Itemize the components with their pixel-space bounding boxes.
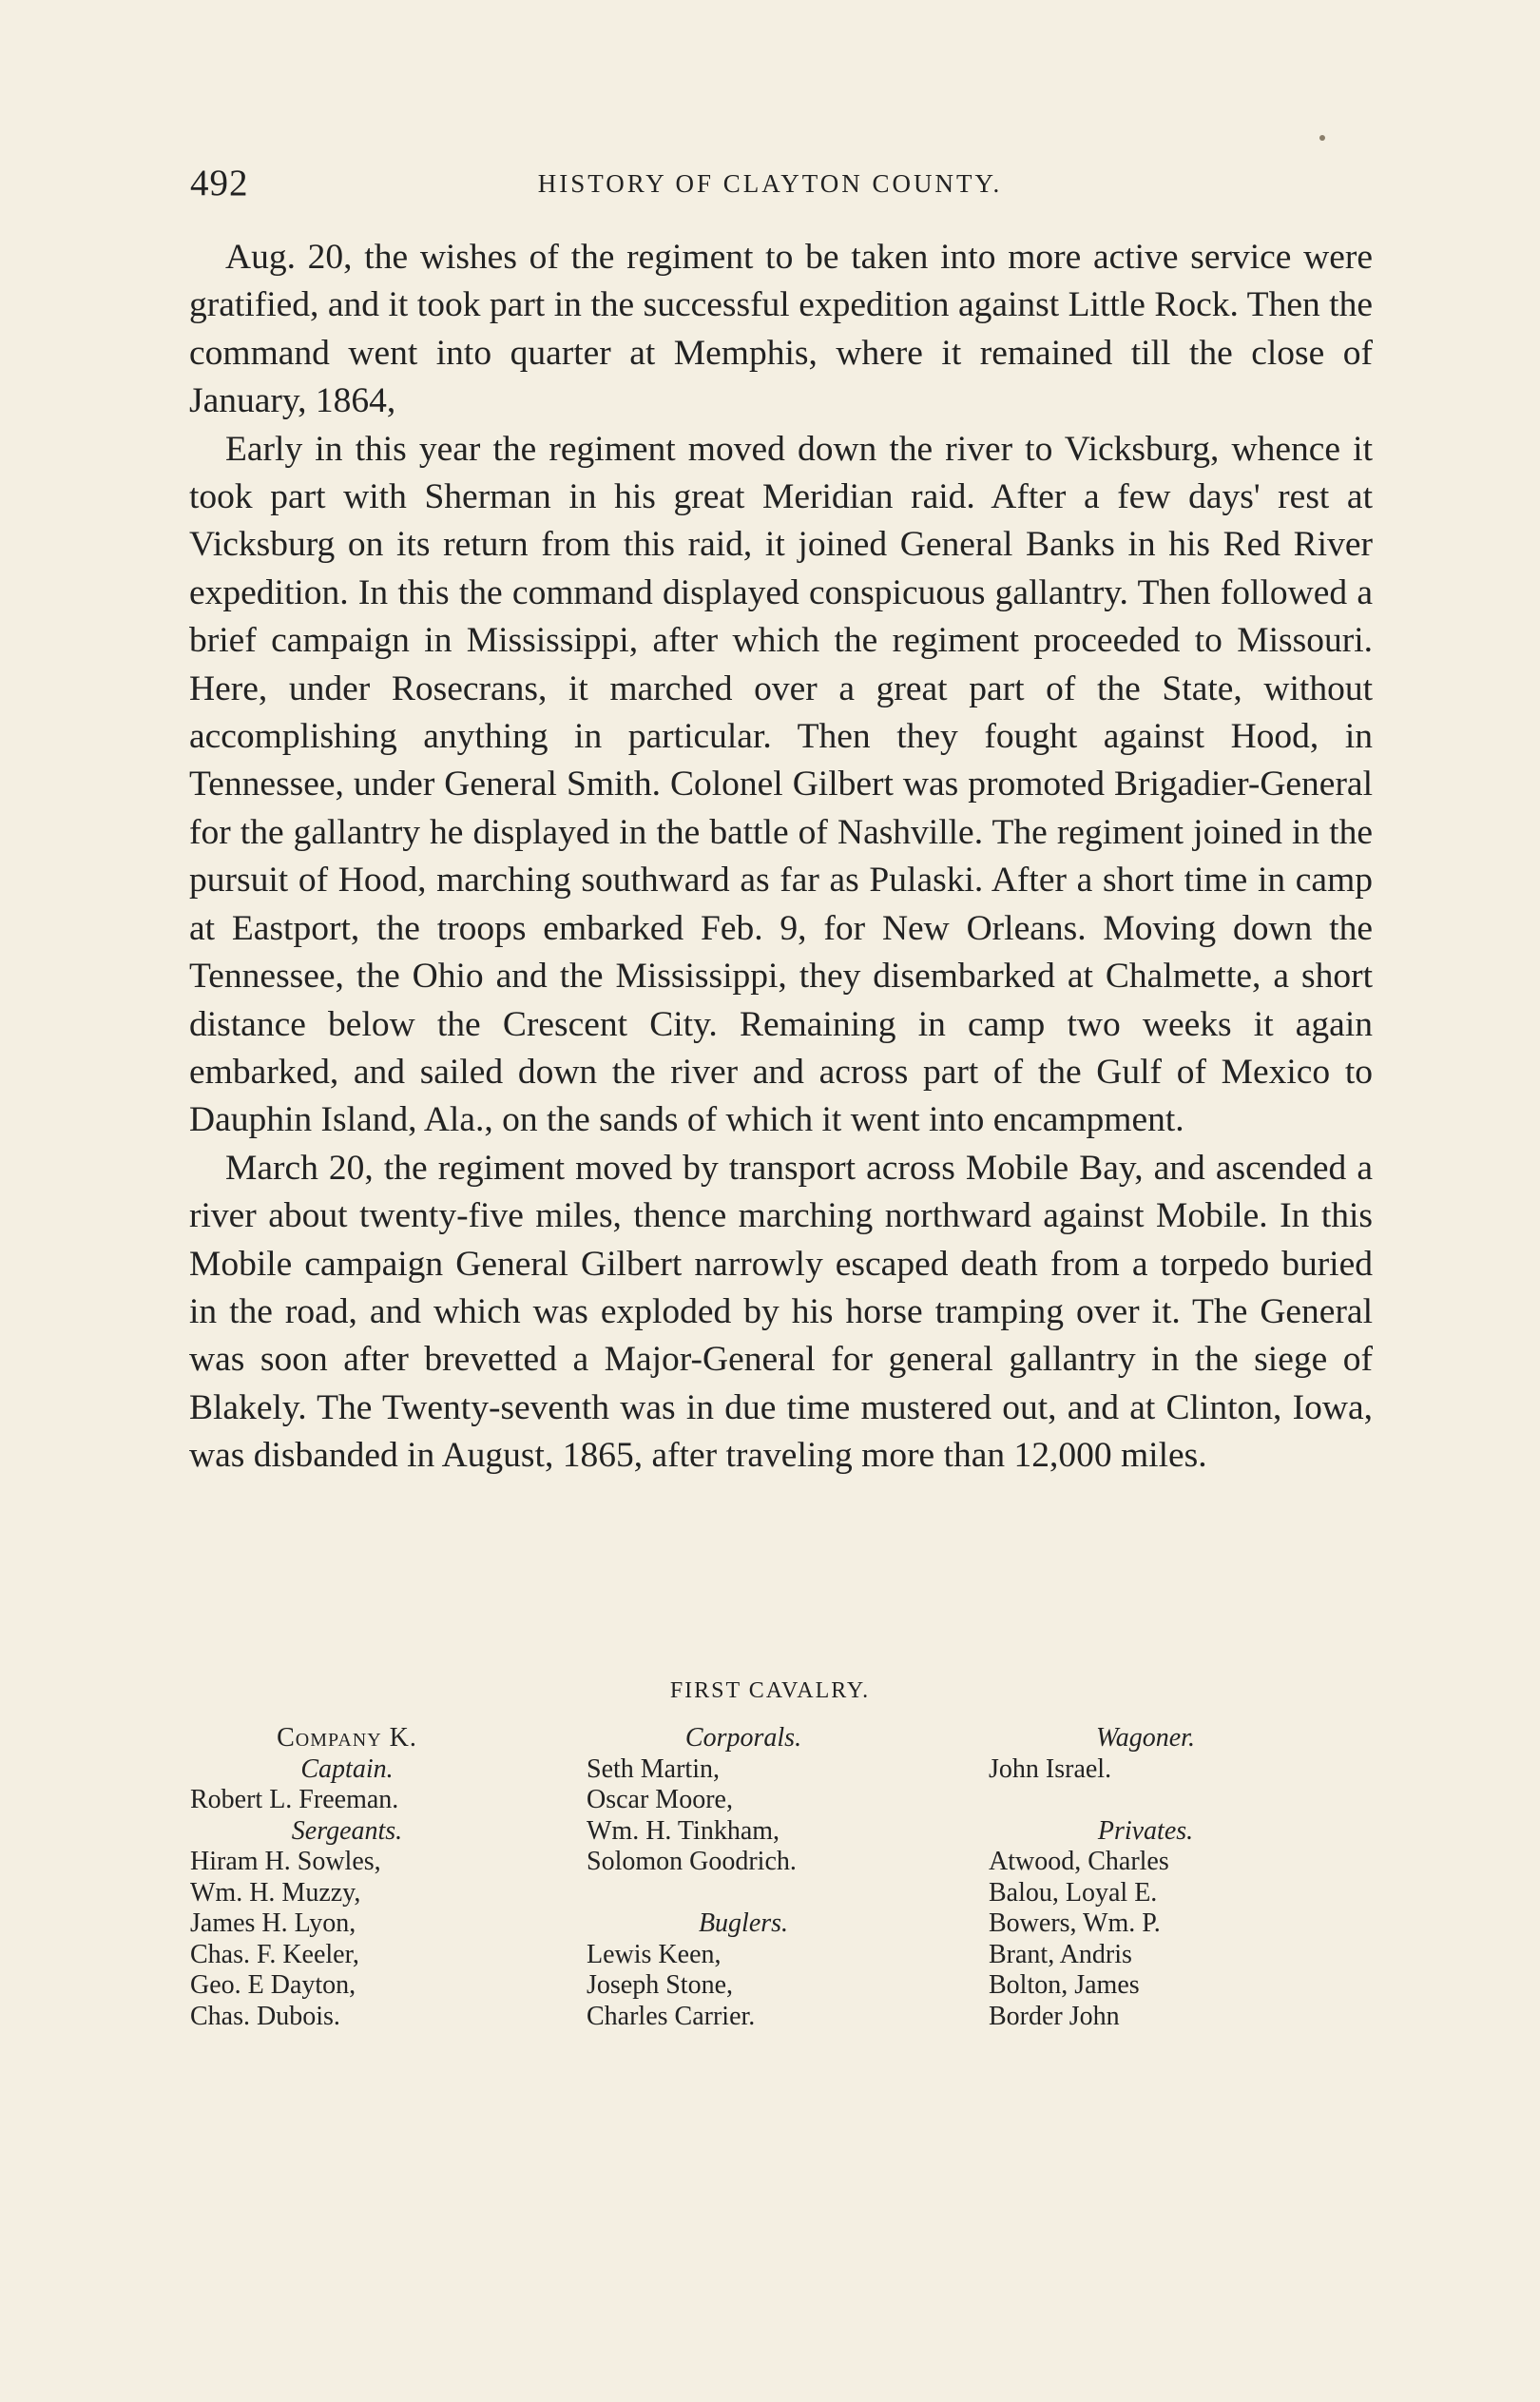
privates-heading: Privates. [1097, 1815, 1194, 1846]
roster-name: Lewis Keen, [587, 1939, 722, 1969]
roster-name: James H. Lyon, [190, 1908, 356, 1938]
roster-name: Seth Martin, [587, 1753, 720, 1784]
roster-name: Border John [989, 2001, 1120, 2031]
wagoner-heading: Wagoner. [1096, 1723, 1195, 1753]
sergeants-heading: Sergeants. [291, 1815, 403, 1846]
paragraph: Aug. 20, the wishes of the regiment to be taken into more active service were gratified, and it took part in the successful expedition against Little Rock. Then the command went into quarter at Memphis, where it remained till the close of January, 1864, [189, 238, 1373, 421]
roster-name: Atwood, Charles [989, 1847, 1169, 1876]
roster-name: Bolton, James [989, 1970, 1140, 2000]
paragraph: March 20, the regiment moved by transport across Mobile Bay, and ascended a river about twenty-five miles, thence marching northward against Mobile. In this Mobile campaign General Gilbert narrowly escaped death from a torpedo buried in the road, and which was exploded by his horse tramping over it. The General was soon after brevetted a Major-General for general gallantry in the siege of Blakely. The Twenty-seventh was in due time mustered out, and at Clinton, Iowa, was disbanded in August, 1865, after traveling more than 12,000 miles. [189, 1148, 1373, 1476]
roster-name: Wm. H. Tinkham, [587, 1815, 780, 1846]
roster-name: Wm. H. Muzzy, [190, 1877, 361, 1908]
paragraph: Early in this year the regiment moved down the river to Vicksburg, whence it took part with Sherman in his great Meridian raid. After a few days' rest at Vicksburg on its return from this raid, it joined General Banks in his Red River expedition. In this the command displayed conspicuous gallantry. Then followed a brief campaign in Mississippi, after which the regiment proceeded to Missouri. Here, under Rosecrans, it marched over a great part of the State, without accomplishing anything in particular. Then they fought against Hood, in Tennessee, under General Smith. Colonel Gilbert was promoted Brigadier-General for the gallantry he displayed in the battle of Nashville. The regiment joined in the pursuit of Hood, marching southward as far as Pulaski. After a short time in camp at Eastport, the troops embarked Feb. 9, for New Orleans. Moving down the Tennessee, the Ohio and the Mississippi, they disembarked at Chalmette, a short distance below the Crescent City. Remaining in camp two weeks it again embarked, and sailed down the river and across part of the Gulf of Mexico to Dauphin Island, Ala., on the sands of which it went into encampment. [189, 429, 1373, 1140]
roster-column-officers [190, 1723, 504, 2032]
roster-name: Chas. F. Keeler, [190, 1939, 359, 1969]
roster [0, 1723, 1540, 2218]
spacer [587, 1878, 900, 1909]
section-title: FIRST CAVALRY. [669, 1678, 871, 1703]
company-heading: Company K. [277, 1723, 417, 1753]
roster-name: Chas. Dubois. [190, 2001, 340, 2031]
captain-name: Robert L. Freeman. [190, 1785, 399, 1814]
roster-name: Oscar Moore, [587, 1785, 733, 1814]
captain-heading: Captain. [300, 1753, 394, 1784]
roster-name: Geo. E Dayton, [190, 1970, 356, 2000]
roster-name: Joseph Stone, [587, 1970, 733, 2000]
page-number: 492 [190, 163, 249, 203]
spacer [989, 1785, 1302, 1816]
body-text [189, 234, 1373, 1481]
buglers-heading: Buglers. [698, 1908, 789, 1938]
roster-name: Balou, Loyal E. [989, 1877, 1158, 1908]
roster-column-privates [989, 1723, 1302, 2032]
roster-column-corporals [587, 1723, 900, 2032]
print-speck [1319, 135, 1325, 141]
roster-name: Charles Carrier. [587, 2001, 756, 2031]
running-head: HISTORY OF CLAYTON COUNTY. [537, 169, 1003, 198]
corporals-heading: Corporals. [684, 1723, 802, 1753]
roster-name: Brant, Andris [989, 1939, 1132, 1969]
roster-name: Solomon Goodrich. [587, 1847, 797, 1876]
roster-name: Hiram H. Sowles, [190, 1847, 381, 1876]
roster-name: Bowers, Wm. P. [989, 1908, 1161, 1938]
wagoner-name: John Israel. [989, 1753, 1112, 1784]
page-header [190, 162, 1350, 209]
